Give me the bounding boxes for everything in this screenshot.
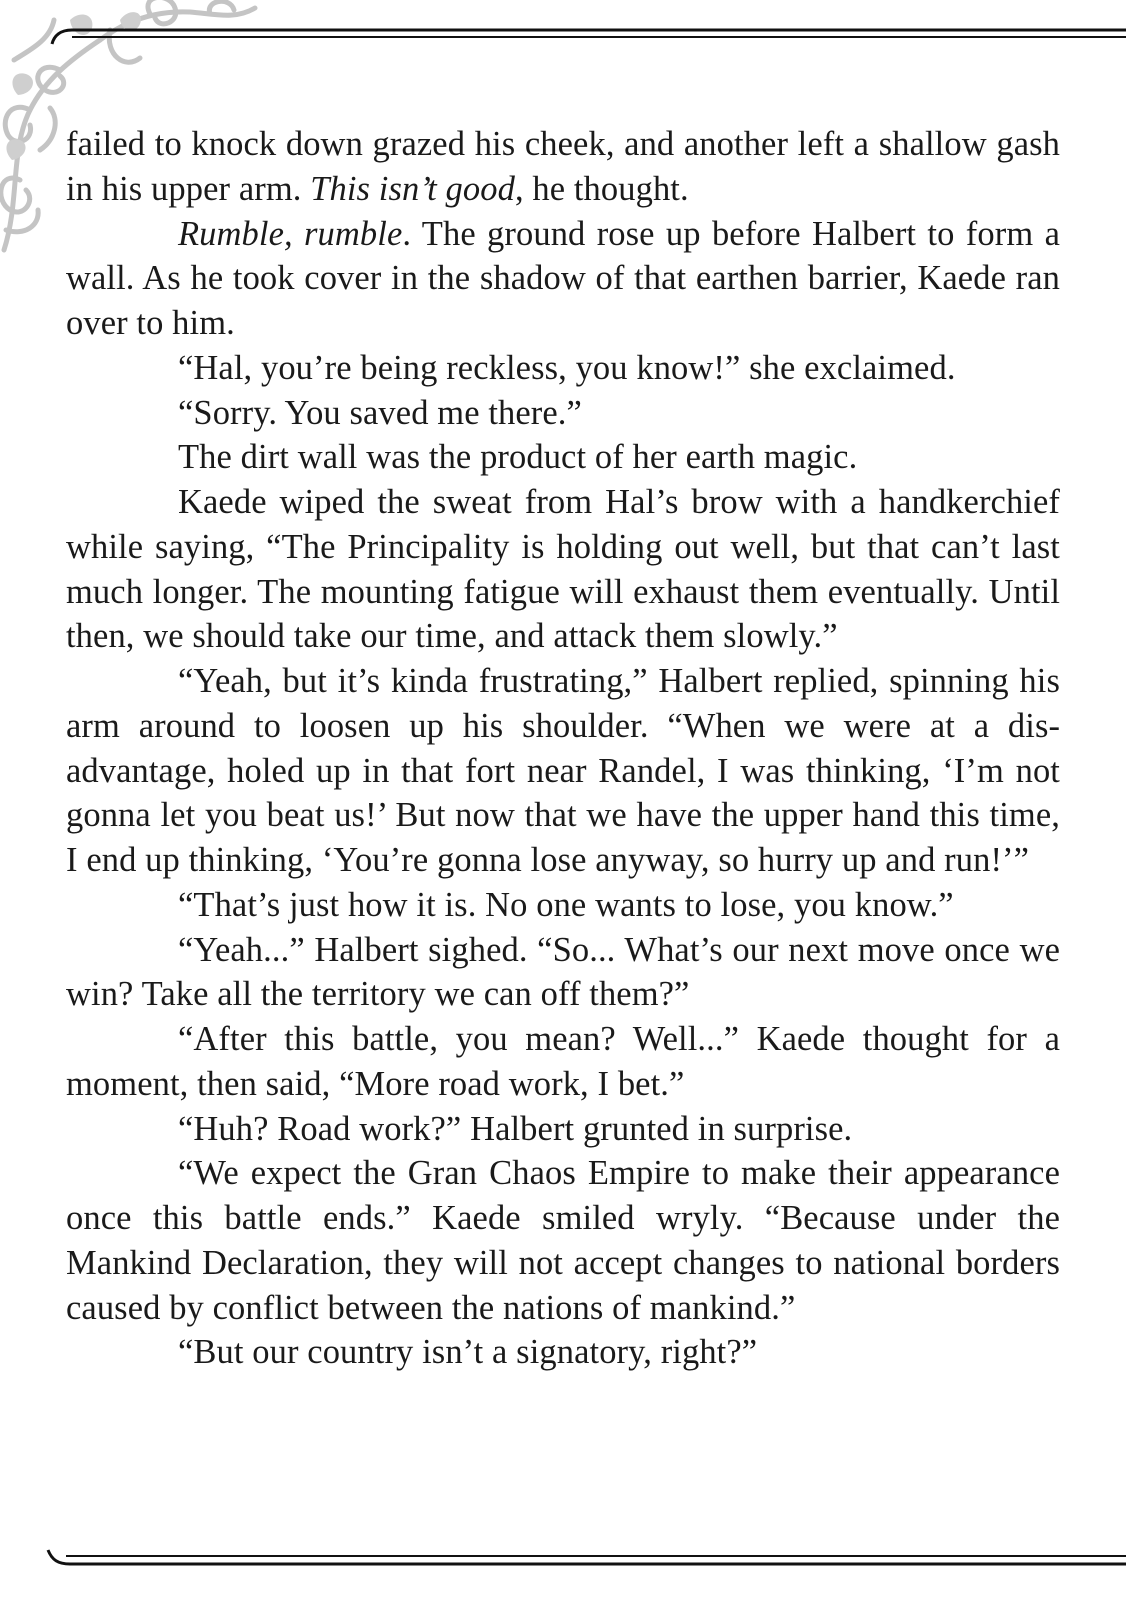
paragraph xyxy=(66,391,1060,436)
paragraph xyxy=(66,928,1060,1018)
text-run: “Yeah...” Halbert sighed. “So... What’s our next move once we win? Take all the territory we can off them?” xyxy=(66,930,1060,1014)
text-run: , he thought. xyxy=(514,169,689,208)
text-run: “That’s just how it is. No one wants to lose, you know.” xyxy=(178,885,954,924)
text-run: “Huh? Road work?” Halbert grunted in surprise. xyxy=(178,1109,853,1148)
text-run: failed to knock down grazed his cheek, and another left a shallow gash in his upper arm. xyxy=(66,125,1060,208)
text-run: “After this battle, you mean? Well...” Kaede thought for a moment, then said, “More road work, I bet.” xyxy=(66,1020,1060,1103)
italic-text: Rumble, rumble xyxy=(178,214,403,253)
paragraph xyxy=(66,1017,1060,1107)
paragraph xyxy=(66,122,1060,212)
text-run: Kaede wiped the sweat from Hal’s brow with a handkerchief while saying, “The Principality is holding out well, but that can’t last much longer. The mounting fatigue will exhaust them eventually. Until then, we should take our time, and attack them slowly.” xyxy=(66,483,1060,656)
top-border-rule xyxy=(50,26,1126,46)
text-run: “Hal, you’re being reckless, you know!” she exclaimed. xyxy=(178,348,956,387)
paragraph xyxy=(66,883,1060,928)
text-run: “Sorry. You saved me there.” xyxy=(178,393,582,432)
text-run: The dirt wall was the product of her earth magic. xyxy=(178,438,858,477)
text-run: “Yeah, but it’s kinda frustrating,” Halbert replied, spinning his arm around to loosen up his shoulder. “When we were at a disadvantage, holed up in that fort near Randel, I was thinking, ‘I’m not gonna let you beat us!’ But now that we have the upper hand this time, I end up thinking, ‘You’re gonna lose anyway, so hurry up and run!’” xyxy=(66,662,1060,879)
body-text xyxy=(66,122,1060,1375)
bottom-border-rule xyxy=(46,1546,1126,1568)
text-run: . The ground rose up before Halbert to form a wall. As he took cover in the shadow of that earthen barrier, Kaede ran over to him. xyxy=(66,214,1060,342)
paragraph xyxy=(66,212,1060,346)
text-run: “We expect the Gran Chaos Empire to make their appearance once this battle ends.” Kaede smiled wryly. “Because under the Mankind Declaration, they will not accept changes to national borders caused by conflict between the nations of mankind.” xyxy=(66,1154,1060,1327)
paragraph xyxy=(66,1151,1060,1330)
italic-text: This isn’t good xyxy=(310,169,515,208)
paragraph xyxy=(66,659,1060,883)
text-run: “But our country isn’t a signatory, right?” xyxy=(178,1333,758,1372)
paragraph xyxy=(66,346,1060,391)
paragraph xyxy=(66,480,1060,659)
paragraph xyxy=(66,1330,1060,1375)
paragraph xyxy=(66,435,1060,480)
paragraph xyxy=(66,1107,1060,1152)
